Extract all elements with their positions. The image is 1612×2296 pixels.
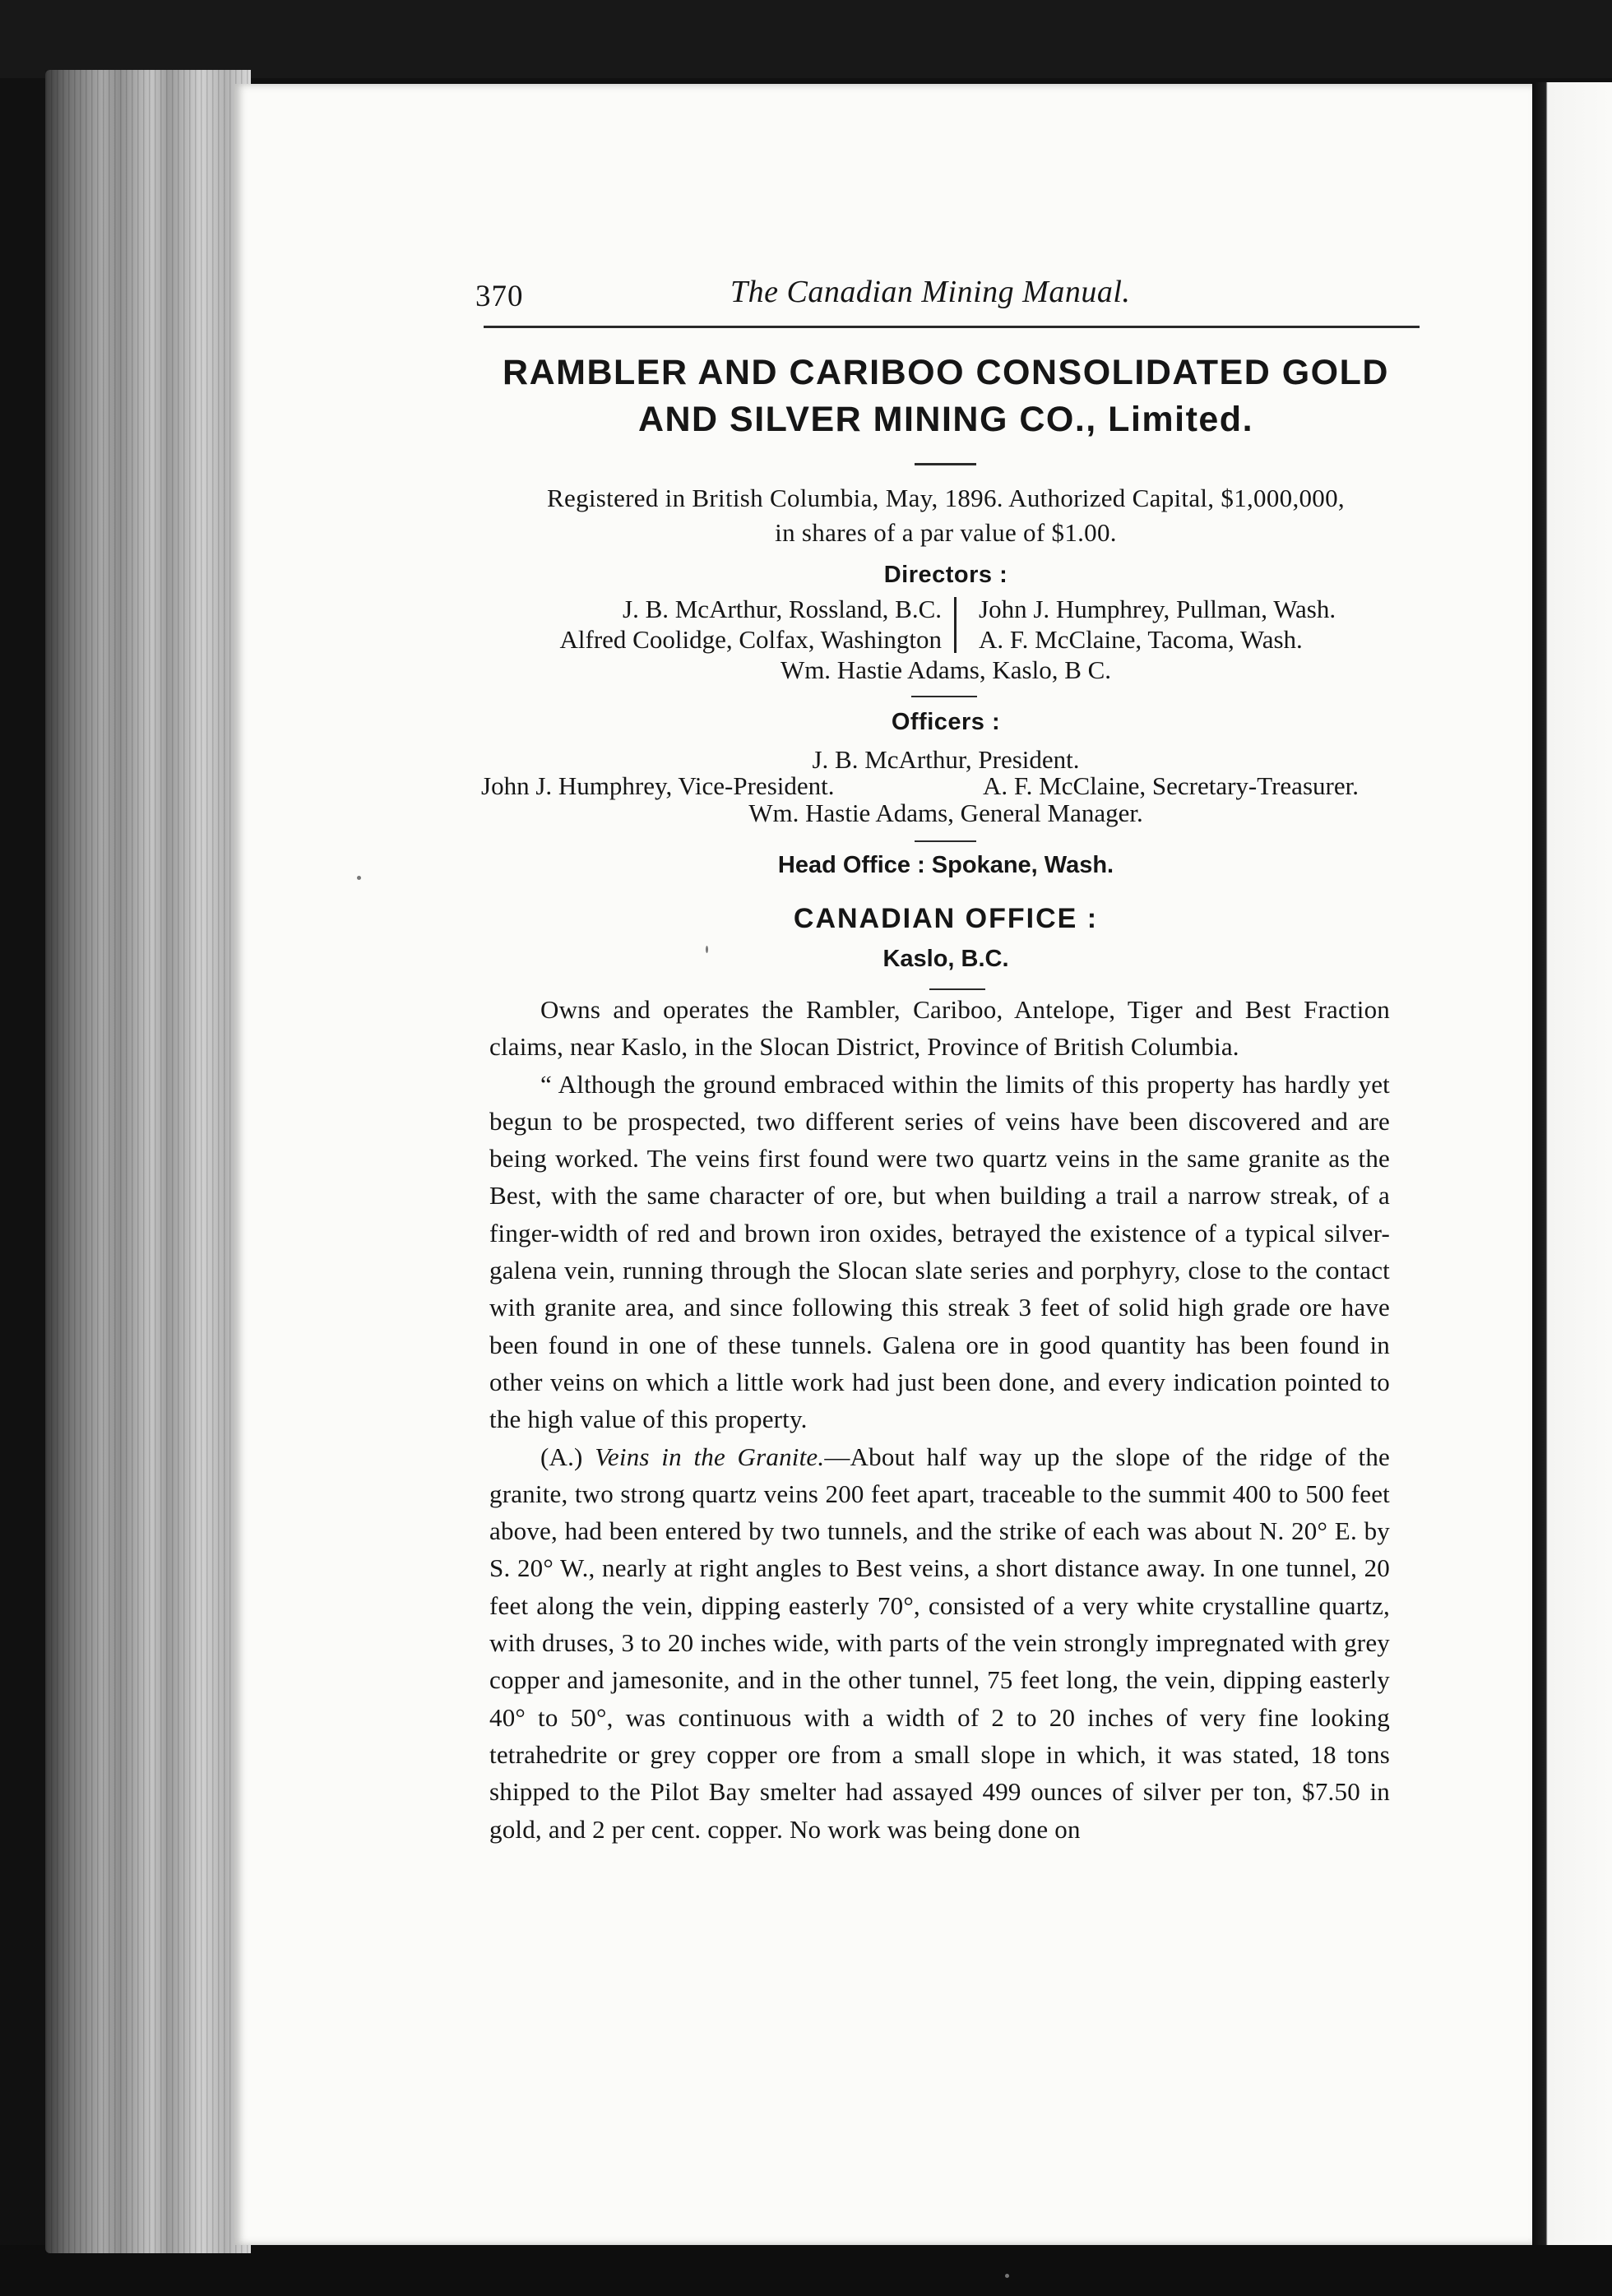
canadian-office-location: Kaslo, B.C.	[882, 946, 1009, 972]
director-right-1: John J. Humphrey, Pullman, Wash.	[979, 595, 1336, 623]
running-head	[475, 267, 1421, 317]
scan-top-band	[0, 0, 1612, 78]
officer-manager: Wm. Hastie Adams, General Manager.	[748, 799, 1143, 827]
director-centered: Wm. Hastie Adams, Kaslo, B C.	[780, 655, 1112, 684]
paragraph-3	[489, 1438, 1390, 1848]
director-left-2: Alfred Coolidge, Colfax, Washington	[559, 625, 942, 654]
paragraph-3-label: (A.)	[540, 1442, 583, 1471]
body-text	[489, 991, 1390, 1848]
office-divider	[929, 988, 985, 990]
director-right-2: A. F. McClaine, Tacoma, Wash.	[979, 625, 1303, 654]
director-left-1: J. B. McArthur, Rossland, B.C.	[623, 595, 942, 623]
company-title	[461, 349, 1431, 443]
header-rule	[484, 326, 1420, 328]
officer-vice-president: John J. Humphrey, Vice-President.	[481, 771, 835, 800]
page-number: 370	[475, 280, 524, 313]
canadian-office-heading: CANADIAN OFFICE :	[793, 903, 1099, 934]
directors-divider	[911, 696, 977, 697]
officers-heading: Officers :	[891, 709, 1001, 735]
officer-secretary: A. F. McClaine, Secretary-Treasurer.	[983, 771, 1359, 800]
title-divider	[915, 463, 976, 465]
officer-president: J. B. McArthur, President.	[812, 745, 1080, 774]
paragraph-3-italic: Veins in the Granite.	[595, 1442, 825, 1471]
directors-heading: Directors :	[883, 562, 1008, 588]
company-title-line-1: RAMBLER AND CARIBOO CONSOLIDATED GOLD	[503, 353, 1389, 392]
book-page-edges	[45, 70, 251, 2253]
registration-line-2: in shares of a par value of $1.00.	[775, 518, 1117, 547]
paragraph-3-text: —About half way up the slope of the ridge of the granite, two strong quartz veins 200 feet apart, traceable to the summit 400 to 500 feet above, had been entered by two tunnels, and the strike of each was about N. 20° E. by S. 20° W., nearly at right angles to Best veins, a short distance away. In one tunnel, 20 feet along the vein, dipping easterly 70°, consisted of a very white crystalline quartz, with druses, 3 to 20 inches wide, with parts of the vein strongly impregnated with grey copper and jamesonite, and in the other tunnel, 75 feet long, the vein, dipping easterly 40° to 50°, was continuous with a width of 2 to 20 inches of very fine looking tetrahedrite or grey copper ore from a small slope in which, it was stated, 18 tons shipped to the Pilot Bay smelter had assayed 499 ounces of silver per ton, $7.50 in gold, and 2 per cent. copper. No work was being done on	[489, 1442, 1390, 1844]
paragraph-2: “ Although the ground embraced within the limits of this property has hardly yet begun to be prospected, two different series of veins have been discovered and are being worked. The veins first found were two quartz veins in the same granite as the Best, with the same character of ore, but when building a trail a narrow streak, of a finger-width of red and brown iron oxides, betrayed the existence of a typical silver-galena vein, running through the Slocan slate series and porphyry, close to the contact with granite area, and since following this streak 3 feet of solid high grade ore have been found in one of these tunnels. Galena ore in good quantity has been found in other veins on which a little work had just been done, and every indication pointed to the high value of this property.	[489, 1069, 1390, 1434]
directors-column-divider	[954, 597, 957, 653]
running-title: The Canadian Mining Manual.	[730, 275, 1131, 309]
head-office: Head Office : Spokane, Wash.	[777, 852, 1114, 878]
company-title-line-2: AND SILVER MINING CO., Limited.	[637, 400, 1254, 439]
registration-line-1: Registered in British Columbia, May, 1896. Authorized Capital, $1,000,000,	[547, 484, 1345, 512]
paragraph-1: Owns and operates the Rambler, Cariboo, Antelope, Tiger and Best Fraction claims, near Kaslo, in the Slocan District, Province of British Columbia.	[489, 995, 1390, 1062]
facing-page-edge	[1531, 82, 1612, 2245]
officers-divider	[915, 840, 976, 842]
